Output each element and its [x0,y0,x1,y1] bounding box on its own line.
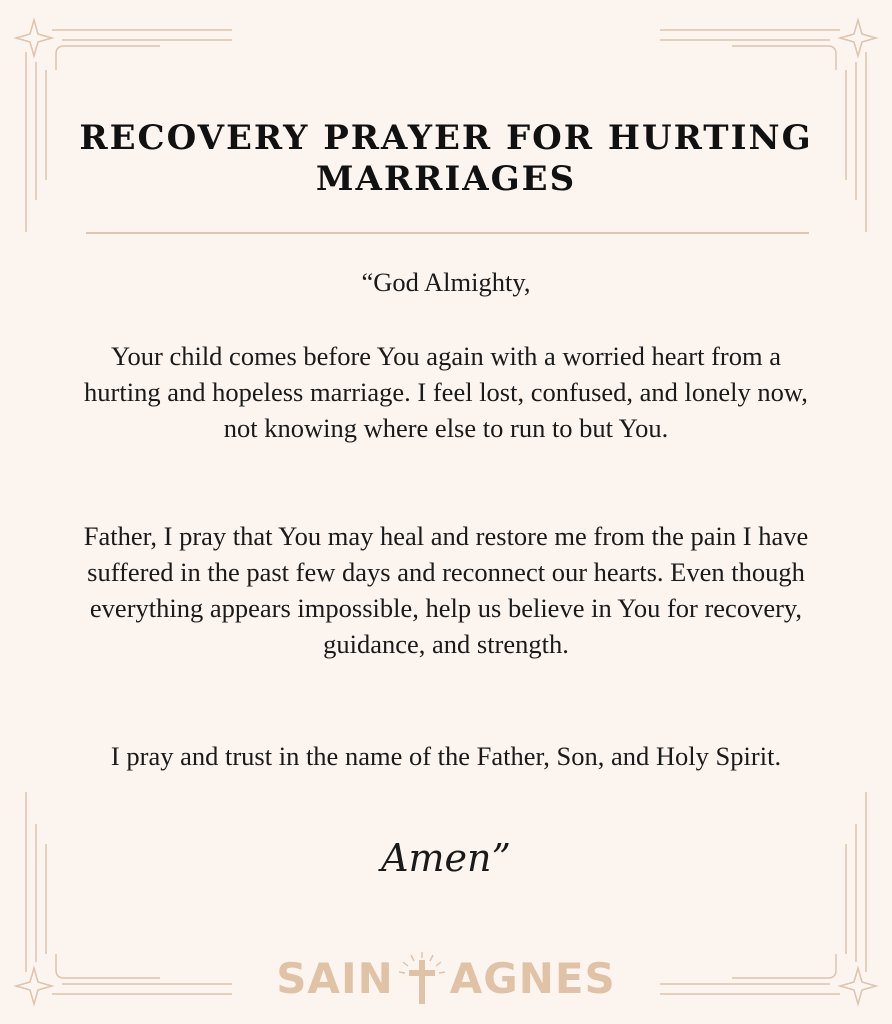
title-divider [86,232,809,234]
prayer-closing: Amen” [381,836,511,880]
prayer-salutation: “God Almighty, [361,267,531,297]
logo-text-right: AGNES [449,953,616,1003]
page-title: RECOVERY PRAYER FOR HURTING MARRIAGES [79,118,813,199]
cross-rays-icon [396,948,448,1008]
logo-text-left: SAIN [276,953,394,1003]
prayer-paragraph-2: Father, I pray that You may heal and restore me from the pain I have suffered in the past few days and reconnect our hearts. Even though everything appears impossible, help us believe in You for recovery, guidance, and strength. [83,521,809,659]
brand-logo[interactable] [0,948,892,1008]
prayer-paragraph-1: Your child comes before You again with a worried heart from a hurting and hopeless marriage. I feel lost, confused, and lonely now, not knowing where else to run to but You. [84,341,808,443]
prayer-paragraph-3: I pray and trust in the name of the Father, Son, and Holy Spirit. [110,741,782,771]
